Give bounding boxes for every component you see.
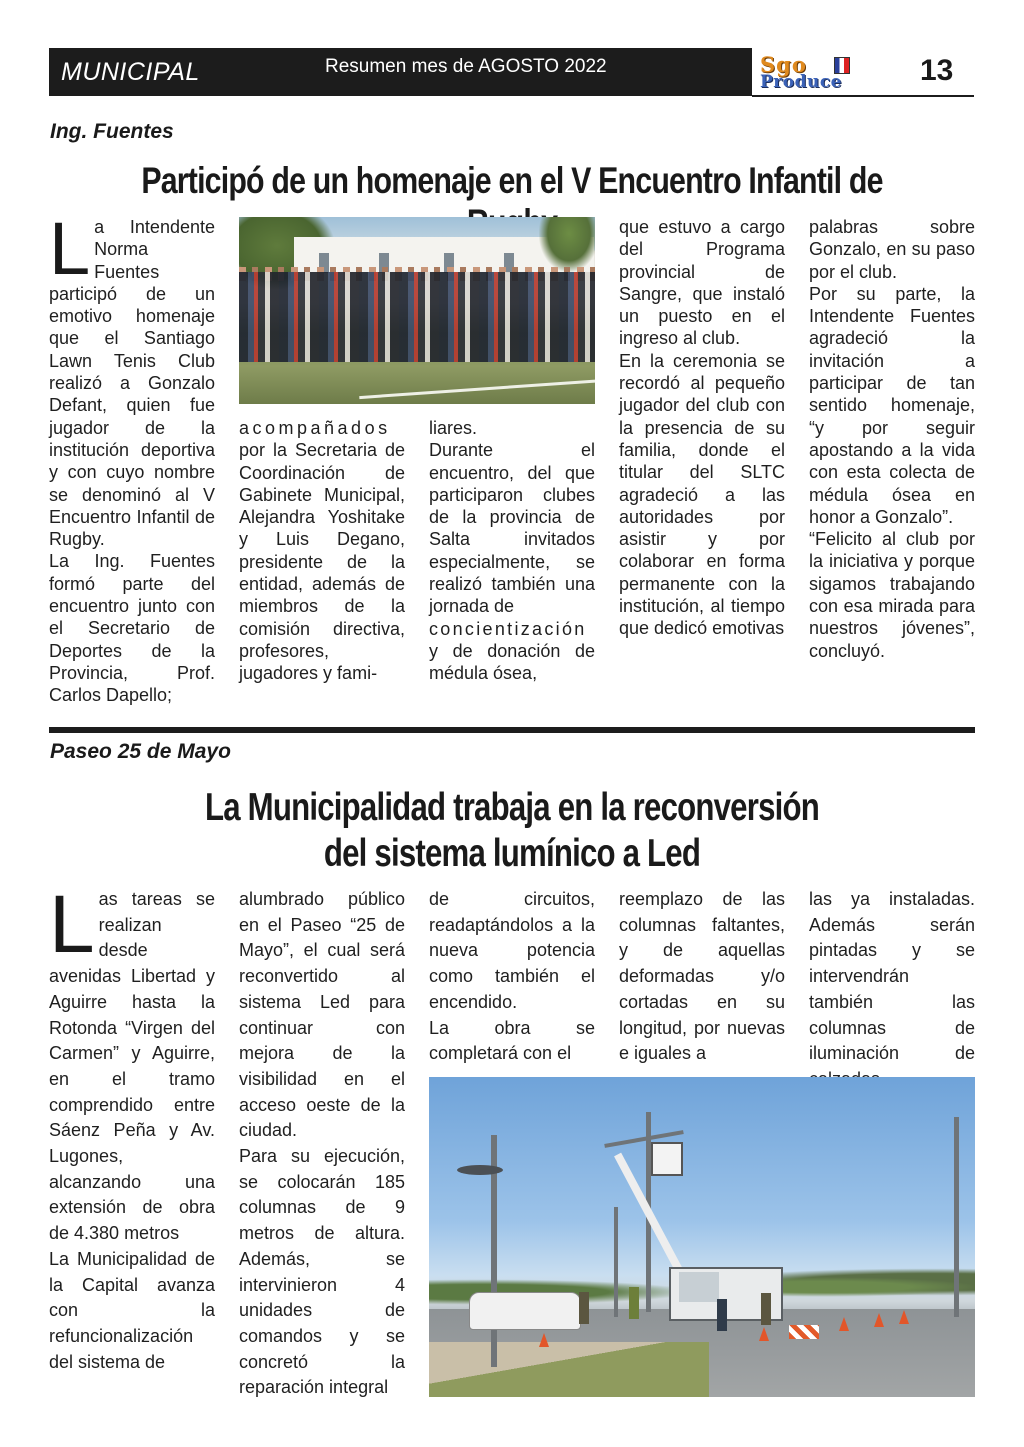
- article2-column-2: [239, 887, 405, 1401]
- article1-column-1: [49, 207, 215, 707]
- article1-col5-paragraph-3: “Felicito al club por la iniciativa y porque sigamos trabajando con esa mirada para nuestros jóvenes”, concluyó.: [809, 529, 975, 661]
- article1-column-4: [619, 216, 785, 640]
- logo-text-top: Sgo: [760, 52, 807, 77]
- header-rule: [752, 95, 974, 97]
- article2-col4-text: reemplazo de las columnas faltantes, y de aquellas deformadas y/o cortadas en su longitud, por nuevas e iguales a: [619, 889, 785, 1064]
- led-lighting-work-photo: [429, 1077, 975, 1397]
- article-divider: [49, 727, 975, 733]
- photo-traffic-cone: [539, 1333, 549, 1347]
- photo-street-lamp-pole: [954, 1117, 959, 1317]
- article2-column-4: [619, 887, 785, 1067]
- article2-col3-paragraph-1: de circuitos, readaptándolos a la nueva potencia como también el encendido.: [429, 889, 595, 1012]
- rugby-homage-photo: [239, 217, 595, 404]
- article1-kicker: Ing. Fuentes: [50, 120, 174, 143]
- article2-col3-paragraph-2: La obra se completará con el: [429, 1017, 595, 1064]
- article1-column-5: [809, 216, 975, 662]
- article2-col1-paragraph-2: La Municipalidad de la Capital avanza con la refuncionalización del sistema de: [49, 1248, 215, 1372]
- section-title: MUNICIPAL: [61, 58, 200, 86]
- photo-traffic-cone: [839, 1317, 849, 1331]
- photo-worker: [761, 1293, 771, 1325]
- article2-column-5: [809, 887, 975, 1093]
- article1-col5-paragraph-2: Por su parte, la Intendente Fuentes agradeció la invitación a participar de tan sentido homenaje, “y por seguir apostando a la vida con esta colecta de médula ósea en honor a Gonzalo”.: [809, 283, 975, 527]
- photo-road-barrier: [789, 1325, 819, 1339]
- article1-column-2: [239, 417, 405, 685]
- article2-col2-paragraph-2: Para su ejecución, se colocarán 185 columnas de 9 metros de altura. Además, se intervinieron 4 unidades de comandos y se concretó la reparación integral: [239, 1146, 405, 1398]
- article1-col5-paragraph-1: palabras sobre Gonzalo, en su paso por el club.: [809, 217, 975, 282]
- article1-col1-paragraph-1: a Intendente Norma Fuentes participó de un emotivo homenaje que el Santiago Lawn Tenis Club realizó a Gonzalo Defant, quien fue jugador de la institución deportiva y con cuyo nombre se denominó al V Encuentro Infantil de Rugby.: [49, 217, 215, 550]
- article1-col3-paragraph-3: y de donación de médula ósea,: [429, 640, 595, 684]
- article1-headline: Participó de un homenaje en el V Encuentro Infantil de: [141, 160, 883, 201]
- photo-field-line: [359, 378, 595, 399]
- photo-sidewalk: [429, 1342, 709, 1397]
- publication-logo: [758, 52, 900, 96]
- article2-column-1: [49, 879, 215, 1375]
- photo-street-lamp: [457, 1165, 503, 1175]
- page-number: 13: [920, 54, 954, 87]
- photo-worker: [717, 1299, 727, 1331]
- article2-dropcap: L: [49, 879, 95, 970]
- photo-tree: [539, 217, 595, 272]
- issue-summary: Resumen mes de AGOSTO 2022: [325, 56, 607, 77]
- article2-col1-paragraph-1: as tareas se realizan desde avenidas Libertad y Aguirre hasta la Rotonda “Virgen del Carmen” y Aguirre, en el tramo comprendido entre Sáenz Peña y Av. Lugones, alcanzando una extensión de obra de 4.380 metros: [49, 889, 215, 1244]
- article1-col4-paragraph-1: que estuvo a cargo del Programa provincial de Sangre, que instaló un puesto en el ingreso al club.: [619, 217, 785, 349]
- article1-col4-paragraph-2: En la ceremonia se recordó al pequeño jugador del club con la presencia de su familia, donde el titular del SLTC agradeció a las autoridades por asistir y por colaborar en forma permanente con la institución, al tiempo que dedicó emotivas: [619, 350, 785, 639]
- article1-col2-spaced-word: acompañados: [239, 418, 391, 438]
- article1-col3-spaced-word: concientización: [429, 618, 587, 639]
- logo-text-bottom: Produce: [760, 72, 842, 92]
- article2-column-3: [429, 887, 595, 1067]
- article2-kicker: Paseo 25 de Mayo: [50, 740, 231, 763]
- photo-crane-bucket: [651, 1142, 683, 1176]
- article2-headline: [142, 785, 883, 877]
- article1-col1-paragraph-2: La Ing. Fuentes formó parte del encuentro junto con el Secretario de Deportes de la Provincia, Prof. Carlos Dapello;: [49, 551, 215, 706]
- article2-headline-line-2: del sistema lumínico a Led: [323, 832, 701, 875]
- section-header-bar: [49, 48, 752, 96]
- article1-dropcap: L: [49, 207, 91, 290]
- article1-col3-paragraph-2: Durante el encuentro, del que participaron clubes de la provincia de Salta invitados especialmente, se realizó también una jornada de: [429, 440, 595, 617]
- photo-truck-cab: [679, 1272, 719, 1302]
- photo-traffic-cone: [759, 1327, 769, 1341]
- photo-crowd: [239, 272, 595, 362]
- article1-col3-paragraph-1: liares.: [429, 418, 478, 438]
- article1-col2-text: por la Secretaria de Coordinación de Gabinete Municipal, Alejandra Yoshitake y Luis Degano, presidente de la entidad, además de miembros de la comisión directiva, profesores, jugadores y fami-: [239, 440, 405, 684]
- photo-worker: [629, 1287, 639, 1319]
- photo-utility-pole: [614, 1207, 618, 1317]
- photo-traffic-cone: [874, 1313, 884, 1327]
- photo-traffic-cone: [899, 1310, 909, 1324]
- photo-worker: [579, 1292, 589, 1324]
- article2-col2-paragraph-1: alumbrado público en el Paseo “25 de Mayo”, el cual será reconvertido al sistema Led para continuar con mejora de la visibilidad en el acceso oeste de la ciudad.: [239, 889, 405, 1141]
- article2-headline-line-1: La Municipalidad trabaja en la reconversión: [204, 786, 820, 829]
- article2-col5-text: las ya instaladas. Además serán pintadas y se intervendrán también las columnas de iluminación de: [809, 889, 975, 1064]
- article1-column-3: [429, 417, 595, 685]
- photo-pickup-truck: [469, 1292, 581, 1330]
